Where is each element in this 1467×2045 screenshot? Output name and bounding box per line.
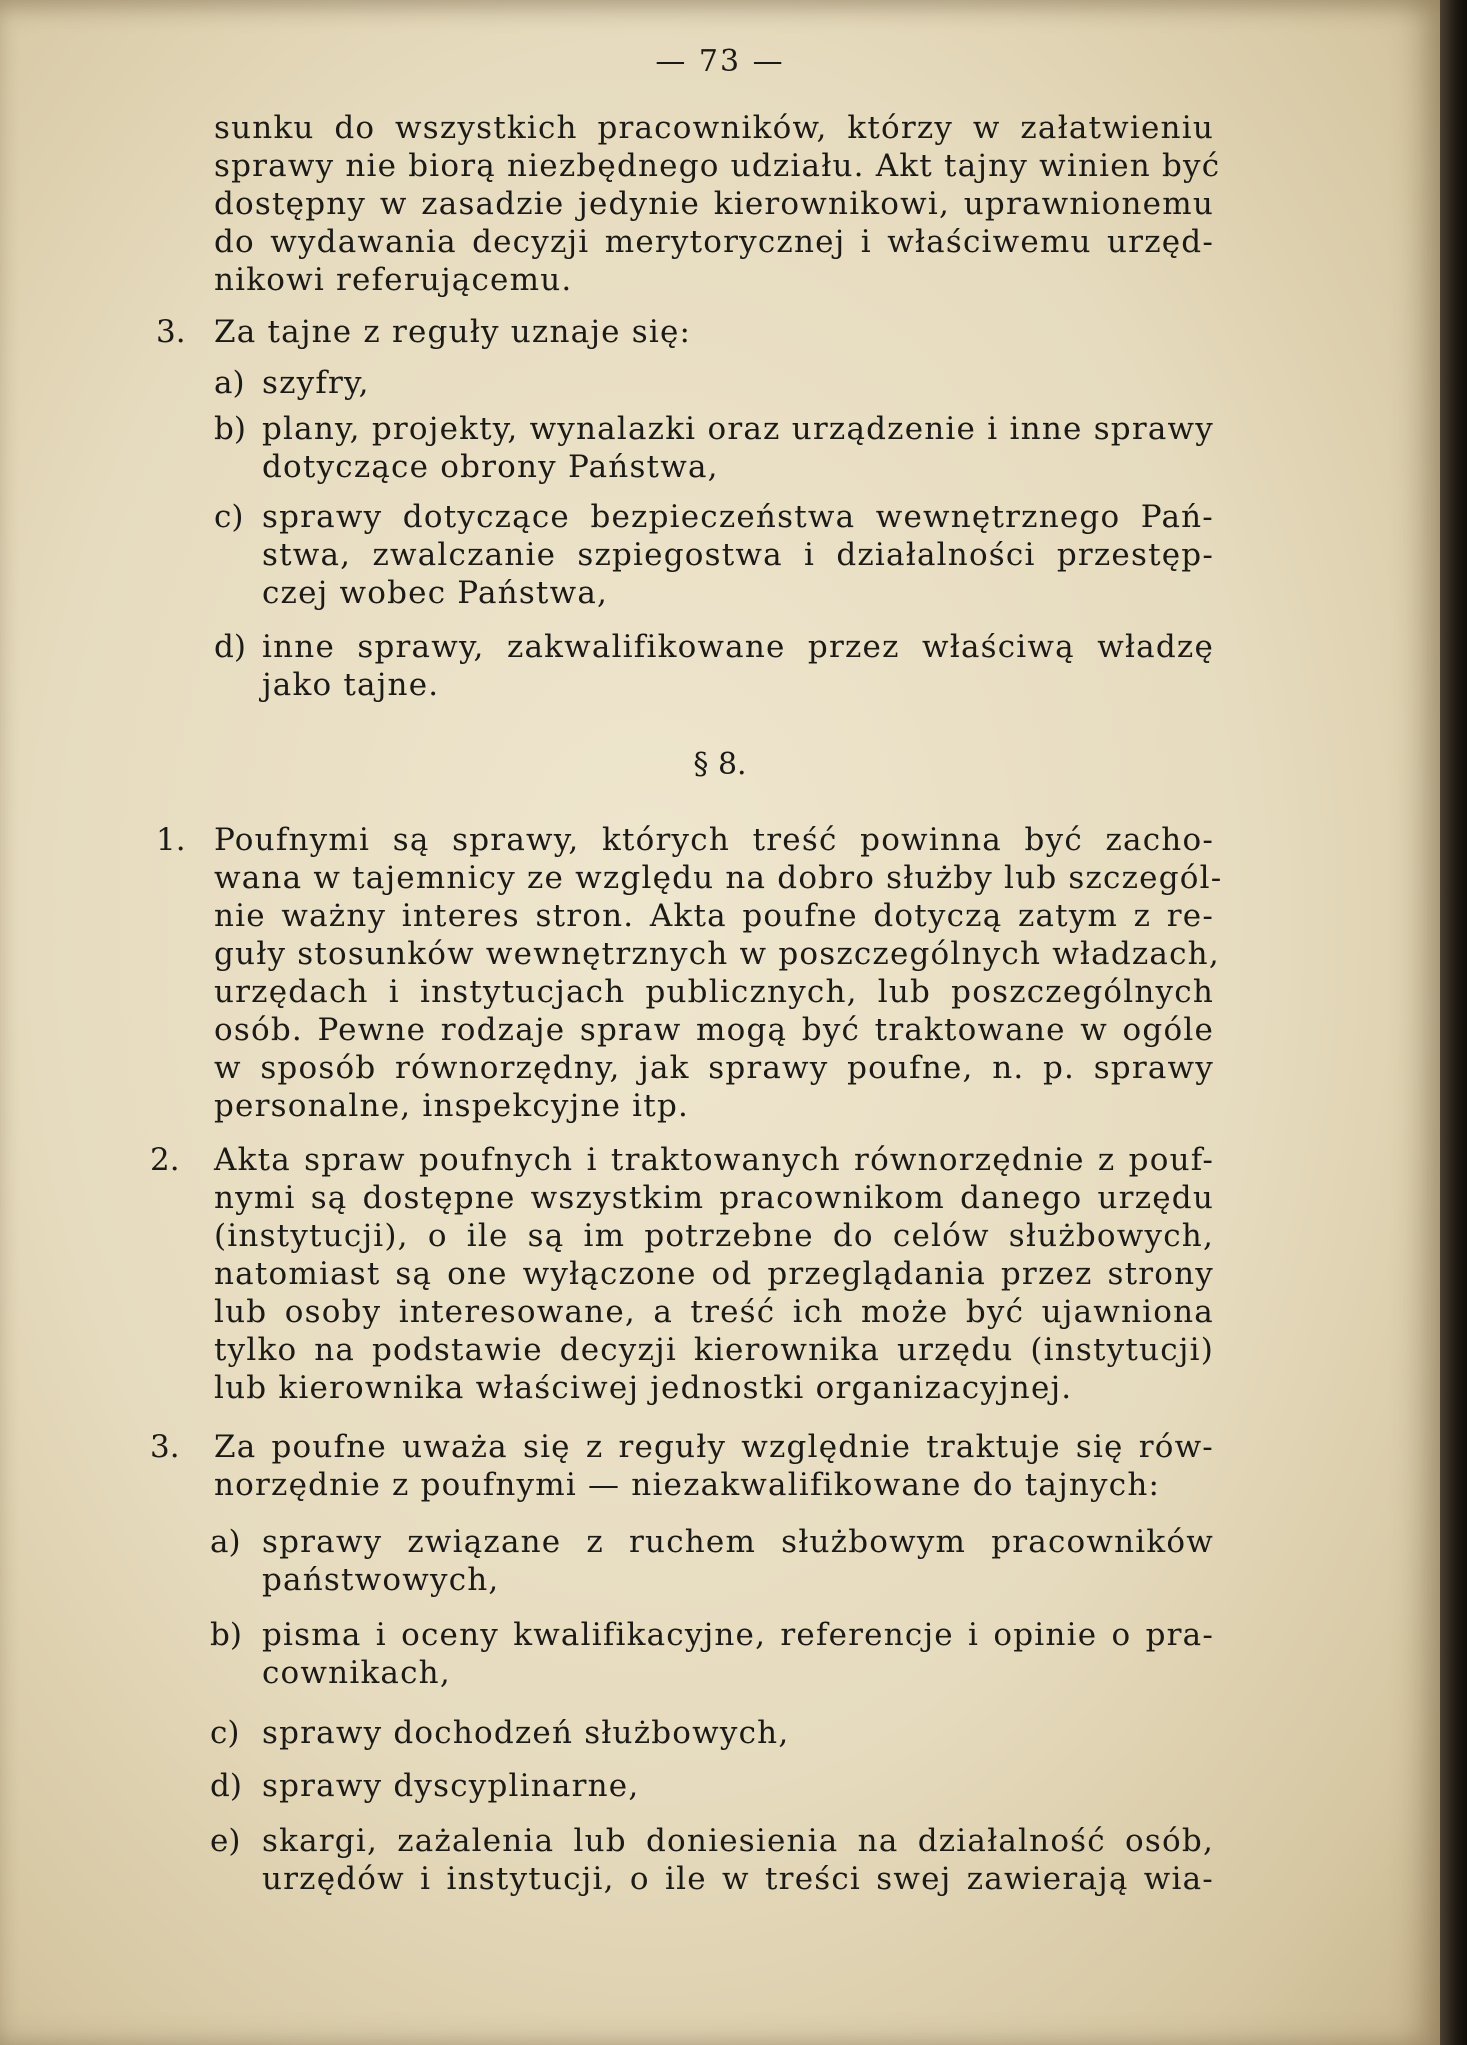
subitem-line: sprawy dyscyplinarne,	[262, 1768, 640, 1804]
subitem-line: stwa, zwalczanie szpiegostwa i działalności przestęp-	[262, 537, 1214, 573]
subitem-line: sprawy dochodzeń służbowych,	[262, 1715, 790, 1751]
subitem-letter: a)	[210, 1524, 241, 1560]
page-number: — 73 —	[655, 44, 785, 79]
subitem-letter: b)	[214, 411, 246, 447]
subitem-line: dotyczące obrony Państwa,	[262, 449, 719, 485]
item-number: 3.	[156, 314, 186, 350]
text-line: Poufnymi są sprawy, których treść powinna być zacho-	[214, 822, 1214, 858]
text-line: w sposób równorzędny, jak sprawy poufne, n. p. sprawy	[214, 1050, 1214, 1086]
subitem-line: skargi, zażalenia lub doniesienia na działalność osób,	[262, 1823, 1214, 1859]
subitem-line: cownikach,	[262, 1655, 451, 1691]
subitem-letter: d)	[210, 1768, 242, 1804]
subitem-line: sprawy dotyczące bezpieczeństwa wewnętrznego Pań-	[262, 499, 1214, 535]
subitem-line: plany, projekty, wynalazki oraz urządzenie i inne sprawy	[262, 411, 1214, 447]
subitem-letter: a)	[214, 365, 245, 401]
text-line: wana w tajemnicy ze względu na dobro służby lub szczegól-	[214, 860, 1223, 896]
text-line: Za poufne uważa się z reguły względnie traktuje się rów-	[214, 1429, 1214, 1465]
subitem-line: urzędów i instytucji, o ile w treści swej zawierają wia-	[262, 1861, 1214, 1897]
text-line: sunku do wszystkich pracowników, którzy w załatwieniu	[214, 110, 1214, 146]
item-number: 3.	[150, 1429, 180, 1465]
text-line: lub osoby interesowane, a treść ich może być ujawniona	[214, 1294, 1214, 1330]
subitem-letter: b)	[210, 1617, 242, 1653]
text-line: sprawy nie biorą niezbędnego udziału. Akt tajny winien być	[214, 148, 1221, 184]
text-line: guły stosunków wewnętrznych w poszczególnych władzach,	[214, 936, 1220, 972]
section-heading: § 8.	[693, 747, 747, 782]
text-line: nie ważny interes stron. Akta poufne dotyczą zatym z re-	[214, 898, 1214, 934]
subitem-line: pisma i oceny kwalifikacyjne, referencje i opinie o pra-	[262, 1617, 1214, 1653]
subitem-line: państwowych,	[262, 1562, 500, 1598]
text-line: osób. Pewne rodzaje spraw mogą być traktowane w ogóle	[214, 1012, 1214, 1048]
text-line: urzędach i instytucjach publicznych, lub poszczególnych	[214, 974, 1214, 1010]
subitem-line: jako tajne.	[262, 667, 440, 703]
subitem-letter: c)	[210, 1715, 240, 1751]
text-line: tylko na podstawie decyzji kierownika urzędu (instytucji)	[214, 1332, 1214, 1368]
text-line: lub kierownika właściwej jednostki organizacyjnej.	[214, 1370, 1073, 1406]
text-line: do wydawania decyzji merytorycznej i właściwemu urzęd-	[214, 224, 1214, 260]
subitem-letter: c)	[214, 499, 244, 535]
subitem-line: szyfry,	[262, 365, 370, 401]
subitem-letter: d)	[214, 629, 246, 665]
text-line: norzędnie z poufnymi — niezakwalifikowane do tajnych:	[214, 1467, 1161, 1503]
page-edge-shadow	[1440, 0, 1467, 2045]
text-line: dostępny w zasadzie jedynie kierownikowi, uprawnionemu	[214, 186, 1214, 222]
subitem-line: inne sprawy, zakwalifikowane przez właściwą władzę	[262, 629, 1214, 665]
text-line: personalne, inspekcyjne itp.	[214, 1088, 690, 1124]
text-line: natomiast są one wyłączone od przeglądania przez strony	[214, 1256, 1214, 1292]
item-number: 1.	[156, 822, 186, 858]
text-line: Akta spraw poufnych i traktowanych równorzędnie z pouf-	[214, 1142, 1214, 1178]
item-number: 2.	[150, 1142, 180, 1178]
subitem-line: czej wobec Państwa,	[262, 575, 609, 611]
text-line: (instytucji), o ile są im potrzebne do celów służbowych,	[214, 1218, 1214, 1254]
subitem-letter: e)	[210, 1823, 241, 1859]
text-line: nymi są dostępne wszystkim pracownikom danego urzędu	[214, 1180, 1214, 1216]
text-line: nikowi referującemu.	[214, 262, 573, 298]
item-lead: Za tajne z reguły uznaje się:	[214, 314, 692, 350]
subitem-line: sprawy związane z ruchem służbowym pracowników	[262, 1524, 1214, 1560]
